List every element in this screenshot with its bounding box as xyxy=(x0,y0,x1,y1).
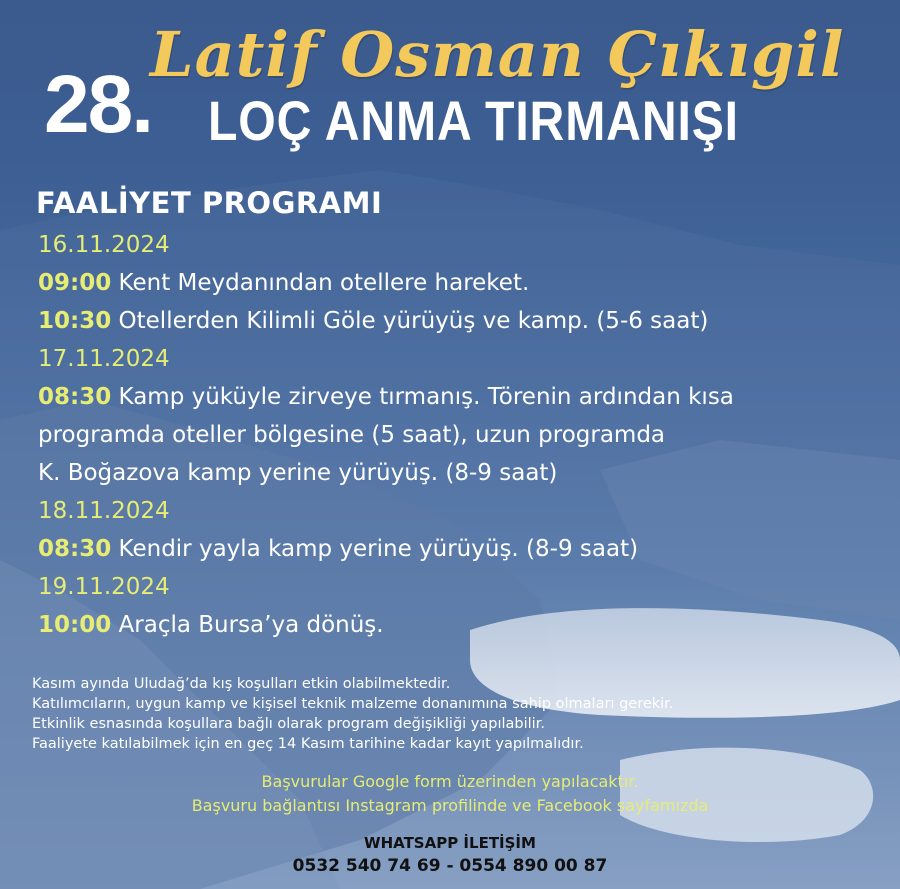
program-item xyxy=(38,530,878,568)
program-text: Kamp yüküyle zirveye tırmanış. Törenin ardından kısa xyxy=(118,384,734,410)
program-text-continued: K. Boğazova kamp yerine yürüyüş. (8-9 saat) xyxy=(38,460,558,486)
program-date: 19.11.2024 xyxy=(38,574,170,600)
program-text: Kent Meydanından otellere hareket. xyxy=(118,270,530,296)
note-line: Faaliyete katılabilmek için en geç 14 Kasım tarihine kadar kayıt yapılmalıdır. xyxy=(32,736,584,752)
honoree-name-title: Latif Osman Çıkıgil xyxy=(150,18,845,91)
program-date: 17.11.2024 xyxy=(38,346,170,372)
notes-section xyxy=(32,674,673,754)
program-text-continued: programda oteller bölgesine (5 saat), uzun programda xyxy=(38,422,666,448)
program-date: 16.11.2024 xyxy=(38,232,170,258)
contact-title: WHATSAPP İLETİŞİM xyxy=(364,834,536,852)
program-time: 08:30 xyxy=(38,384,112,410)
apply-line: Başvuru bağlantısı Instagram profilinde ve Facebook sayfamızda xyxy=(191,796,709,815)
program-date: 18.11.2024 xyxy=(38,498,170,524)
program-text: Kendir yayla kamp yerine yürüyüş. (8-9 saat) xyxy=(118,536,639,562)
note-line: Etkinlik esnasında koşullara bağlı olarak program değişikliği yapılabilir. xyxy=(32,716,545,732)
edition-number: 28. xyxy=(44,59,152,150)
contact-phones: 0532 540 74 69 - 0554 890 00 87 xyxy=(292,856,608,876)
program-item xyxy=(38,378,878,416)
apply-line: Başvurular Google form üzerinden yapılacaktır. xyxy=(261,772,639,791)
note-line: Kasım ayında Uludağ’da kış koşulları etkin olabilmektedir. xyxy=(32,676,451,692)
program-item xyxy=(38,264,878,302)
event-title: LOÇ ANMA TIRMANIŞI xyxy=(208,89,739,152)
program-time: 08:30 xyxy=(38,536,112,562)
application-info xyxy=(0,770,900,818)
note-line: Katılımcıların, uygun kamp ve kişisel teknik malzeme donanımına sahip olmaları gerekir. xyxy=(32,696,674,712)
program-heading: FAALİYET PROGRAMI xyxy=(36,186,383,220)
program-time: 10:30 xyxy=(38,308,112,334)
program-text: Otellerden Kilimli Göle yürüyüş ve kamp. (5-6 saat) xyxy=(118,308,709,334)
program-text: Araçla Bursa’ya dönüş. xyxy=(118,612,384,638)
contact-section xyxy=(0,832,900,878)
program-list xyxy=(38,226,878,644)
program-item xyxy=(38,302,878,340)
program-time: 09:00 xyxy=(38,270,112,296)
program-item xyxy=(38,606,878,644)
program-time: 10:00 xyxy=(38,612,112,638)
